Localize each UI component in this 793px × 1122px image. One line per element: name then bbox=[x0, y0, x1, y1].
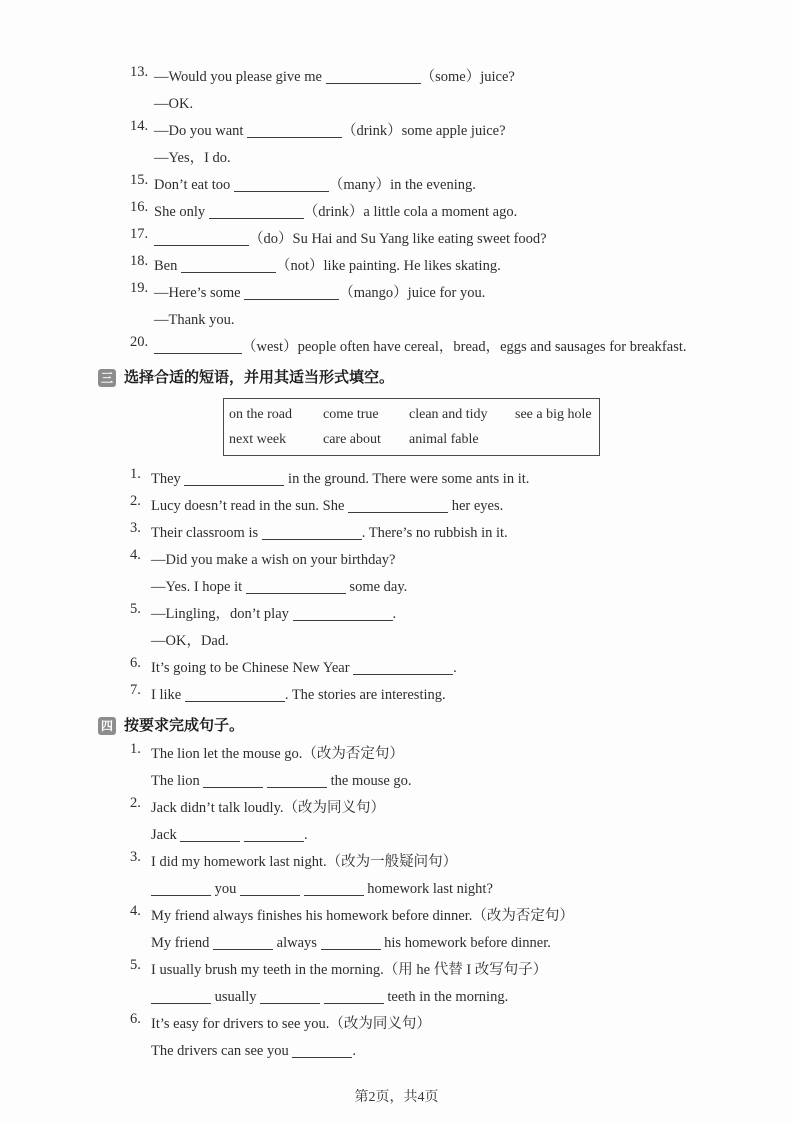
fill-blank bbox=[180, 827, 240, 842]
text-segment: They bbox=[151, 471, 185, 487]
text-segment: It’s easy for drivers to see you.（改为同义句） bbox=[151, 1016, 431, 1032]
fill-blank bbox=[262, 525, 362, 540]
fill-blank bbox=[151, 881, 211, 896]
phrase-bank-box bbox=[223, 398, 600, 456]
item-line bbox=[151, 1038, 781, 1065]
item-number: 20. bbox=[130, 334, 149, 350]
page-footer: 第2页，共4页 bbox=[354, 1090, 439, 1105]
item-line bbox=[154, 280, 781, 307]
text-segment: My friend bbox=[151, 935, 214, 951]
phrase-bank-row bbox=[229, 402, 599, 427]
section-four-badge: 四 bbox=[98, 717, 116, 735]
exercise-item bbox=[130, 493, 781, 520]
phrase-item: come true bbox=[323, 407, 379, 422]
exercise-item bbox=[130, 172, 781, 199]
fill-blank bbox=[247, 123, 342, 138]
fill-blank bbox=[213, 935, 273, 950]
item-line bbox=[151, 466, 781, 493]
exercise-item bbox=[130, 601, 781, 655]
text-segment: some day. bbox=[345, 579, 408, 595]
text-segment: Jack bbox=[151, 827, 181, 843]
fill-blank bbox=[154, 231, 249, 246]
text-segment: The drivers can see you bbox=[151, 1043, 293, 1059]
item-line bbox=[151, 655, 781, 682]
item-line bbox=[154, 145, 781, 172]
text-segment: I did my homework last night.（改为一般疑问句） bbox=[151, 854, 458, 870]
exercise-item bbox=[130, 682, 781, 709]
text-segment: her eyes. bbox=[448, 498, 504, 514]
fill-blank bbox=[246, 579, 346, 594]
phrase-item: next week bbox=[229, 432, 287, 447]
item-line bbox=[151, 601, 781, 628]
item-line bbox=[154, 118, 781, 145]
text-segment: （drink）a little cola a moment ago. bbox=[303, 204, 518, 220]
text-segment: —OK，Dad. bbox=[151, 633, 229, 649]
text-segment: The lion bbox=[151, 773, 204, 789]
exercise-item bbox=[130, 226, 781, 253]
phrase-item: see a big hole bbox=[515, 407, 592, 422]
text-segment: . bbox=[352, 1043, 356, 1059]
fill-blank bbox=[326, 69, 421, 84]
item-number: 14. bbox=[130, 118, 149, 134]
exercise-item bbox=[130, 253, 781, 280]
item-number: 1. bbox=[130, 741, 141, 757]
fill-blank bbox=[151, 989, 211, 1004]
text-segment: （many）in the evening. bbox=[328, 177, 476, 193]
item-number: 6. bbox=[130, 655, 141, 671]
exercise-item bbox=[130, 280, 781, 334]
fill-blank bbox=[244, 827, 304, 842]
exercise-item bbox=[130, 520, 781, 547]
item-line bbox=[154, 172, 781, 199]
fill-blank bbox=[203, 773, 263, 788]
text-segment: （do）Su Hai and Su Yang like eating sweet food? bbox=[249, 231, 547, 247]
text-segment: . The stories are interesting. bbox=[284, 687, 446, 703]
fill-blank bbox=[304, 881, 364, 896]
fill-blank bbox=[184, 471, 284, 486]
fill-blank bbox=[260, 989, 320, 1004]
text-segment: —Lingling，don’t play bbox=[151, 606, 293, 622]
section-three-title: 选择合适的短语，并用其适当形式填空。 bbox=[124, 369, 395, 386]
item-number: 5. bbox=[130, 957, 141, 973]
exercise-item bbox=[130, 466, 781, 493]
item-line bbox=[151, 876, 781, 903]
text-segment: Don’t eat too bbox=[154, 177, 234, 193]
text-segment: —OK. bbox=[154, 96, 194, 112]
text-segment: usually bbox=[211, 989, 261, 1005]
text-segment: Ben bbox=[154, 258, 181, 274]
exercise-item bbox=[130, 957, 781, 1011]
item-number: 1. bbox=[130, 466, 141, 482]
item-line bbox=[151, 547, 781, 574]
fill-blank bbox=[240, 881, 300, 896]
section-three-header bbox=[98, 364, 793, 391]
item-number: 18. bbox=[130, 253, 149, 269]
item-line bbox=[151, 682, 781, 709]
fill-blank bbox=[209, 204, 304, 219]
item-line bbox=[151, 903, 781, 930]
item-number: 6. bbox=[130, 1011, 141, 1027]
fill-blank bbox=[244, 285, 339, 300]
item-line bbox=[151, 930, 781, 957]
item-number: 13. bbox=[130, 64, 149, 80]
text-segment: I usually brush my teeth in the morning.（用 he 代替 I 改写句子） bbox=[151, 962, 548, 978]
item-line bbox=[151, 520, 781, 547]
fill-blank bbox=[185, 687, 285, 702]
text-segment: . bbox=[304, 827, 308, 843]
item-line bbox=[154, 226, 781, 253]
item-number: 4. bbox=[130, 547, 141, 563]
item-number: 19. bbox=[130, 280, 149, 296]
text-segment: She only bbox=[154, 204, 209, 220]
text-segment: （not）like painting. He likes skating. bbox=[275, 258, 501, 274]
item-line bbox=[154, 199, 781, 226]
item-number: 16. bbox=[130, 199, 149, 215]
text-segment: It’s going to be Chinese New Year bbox=[151, 660, 354, 676]
item-number: 3. bbox=[130, 849, 141, 865]
exercise-item bbox=[130, 199, 781, 226]
text-segment: his homework before dinner. bbox=[380, 935, 551, 951]
item-number: 5. bbox=[130, 601, 141, 617]
item-line bbox=[154, 334, 781, 361]
text-segment: —Here’s some bbox=[154, 285, 245, 301]
section-four-header bbox=[98, 712, 793, 739]
exercise-item bbox=[130, 903, 781, 957]
item-line bbox=[154, 253, 781, 280]
fill-blank bbox=[292, 1043, 352, 1058]
exercise-item bbox=[130, 547, 781, 601]
phrase-item: on the road bbox=[229, 407, 292, 422]
item-line bbox=[151, 984, 781, 1011]
text-segment: —Would you please give me bbox=[154, 69, 326, 85]
text-segment: The lion let the mouse go.（改为否定句） bbox=[151, 746, 404, 762]
text-segment: My friend always finishes his homework before dinner.（改为否定句） bbox=[151, 908, 574, 924]
text-segment: always bbox=[273, 935, 321, 951]
text-segment: the mouse go. bbox=[326, 773, 412, 789]
exercise-item bbox=[130, 64, 781, 118]
text-segment: —Did you make a wish on your birthday? bbox=[151, 552, 396, 568]
text-segment: teeth in the morning. bbox=[383, 989, 509, 1005]
text-segment: （drink）some apple juice? bbox=[342, 123, 506, 139]
rewrite-sentence-items bbox=[130, 741, 781, 1065]
fill-blank bbox=[181, 258, 276, 273]
exercise-item bbox=[130, 795, 781, 849]
text-segment: in the ground. There were some ants in it. bbox=[284, 471, 530, 487]
fill-blank bbox=[293, 606, 393, 621]
item-line bbox=[151, 795, 781, 822]
phrase-item-empty bbox=[515, 427, 599, 452]
item-line bbox=[154, 307, 781, 334]
text-segment: —Yes，I do. bbox=[154, 150, 231, 166]
item-line bbox=[151, 822, 781, 849]
fill-blank bbox=[348, 498, 448, 513]
item-number: 7. bbox=[130, 682, 141, 698]
item-line bbox=[151, 1011, 781, 1038]
fill-blank bbox=[154, 339, 242, 354]
fill-blank bbox=[267, 773, 327, 788]
text-segment: Jack didn’t talk loudly.（改为同义句） bbox=[151, 800, 385, 816]
fill-blank bbox=[321, 935, 381, 950]
item-line bbox=[151, 493, 781, 520]
item-number: 3. bbox=[130, 520, 141, 536]
text-segment: . bbox=[453, 660, 457, 676]
item-line bbox=[154, 64, 781, 91]
exercise-item bbox=[130, 655, 781, 682]
item-line bbox=[151, 957, 781, 984]
text-segment: —Yes. I hope it bbox=[151, 579, 246, 595]
item-number: 4. bbox=[130, 903, 141, 919]
text-segment: I like bbox=[151, 687, 185, 703]
fill-in-blank-items bbox=[130, 64, 781, 361]
text-segment: —Thank you. bbox=[154, 312, 235, 328]
text-segment: （mango）juice for you. bbox=[339, 285, 486, 301]
phrase-item: care about bbox=[323, 432, 381, 447]
fill-blank bbox=[234, 177, 329, 192]
item-number: 2. bbox=[130, 493, 141, 509]
text-segment: （some）juice? bbox=[420, 69, 515, 85]
text-segment: you bbox=[211, 881, 240, 897]
section-three-badge: 三 bbox=[98, 369, 116, 387]
text-segment: homework last night? bbox=[363, 881, 493, 897]
phrase-fill-items bbox=[130, 466, 781, 709]
fill-blank bbox=[353, 660, 453, 675]
item-line bbox=[151, 574, 781, 601]
exercise-item bbox=[130, 1011, 781, 1065]
item-line bbox=[151, 628, 781, 655]
phrase-item: clean and tidy bbox=[409, 407, 488, 422]
text-segment: —Do you want bbox=[154, 123, 248, 139]
item-line bbox=[151, 768, 781, 795]
item-number: 15. bbox=[130, 172, 149, 188]
text-segment: Lucy doesn’t read in the sun. She bbox=[151, 498, 349, 514]
exercise-item bbox=[130, 118, 781, 172]
exercise-item bbox=[130, 334, 781, 361]
item-line bbox=[154, 91, 781, 118]
phrase-bank-row bbox=[229, 427, 599, 452]
fill-blank bbox=[324, 989, 384, 1004]
item-line bbox=[151, 741, 781, 768]
text-segment: . There’s no rubbish in it. bbox=[361, 525, 508, 541]
section-four-title: 按要求完成句子。 bbox=[124, 717, 245, 734]
item-number: 2. bbox=[130, 795, 141, 811]
text-segment: . bbox=[392, 606, 397, 622]
text-segment: Their classroom is bbox=[151, 525, 262, 541]
item-number: 17. bbox=[130, 226, 149, 242]
item-line bbox=[151, 849, 781, 876]
exercise-item bbox=[130, 741, 781, 795]
phrase-item: animal fable bbox=[409, 432, 479, 447]
exercise-item bbox=[130, 849, 781, 903]
text-segment: （west）people often have cereal，bread，eggs and sausages for breakfast. bbox=[242, 339, 687, 355]
